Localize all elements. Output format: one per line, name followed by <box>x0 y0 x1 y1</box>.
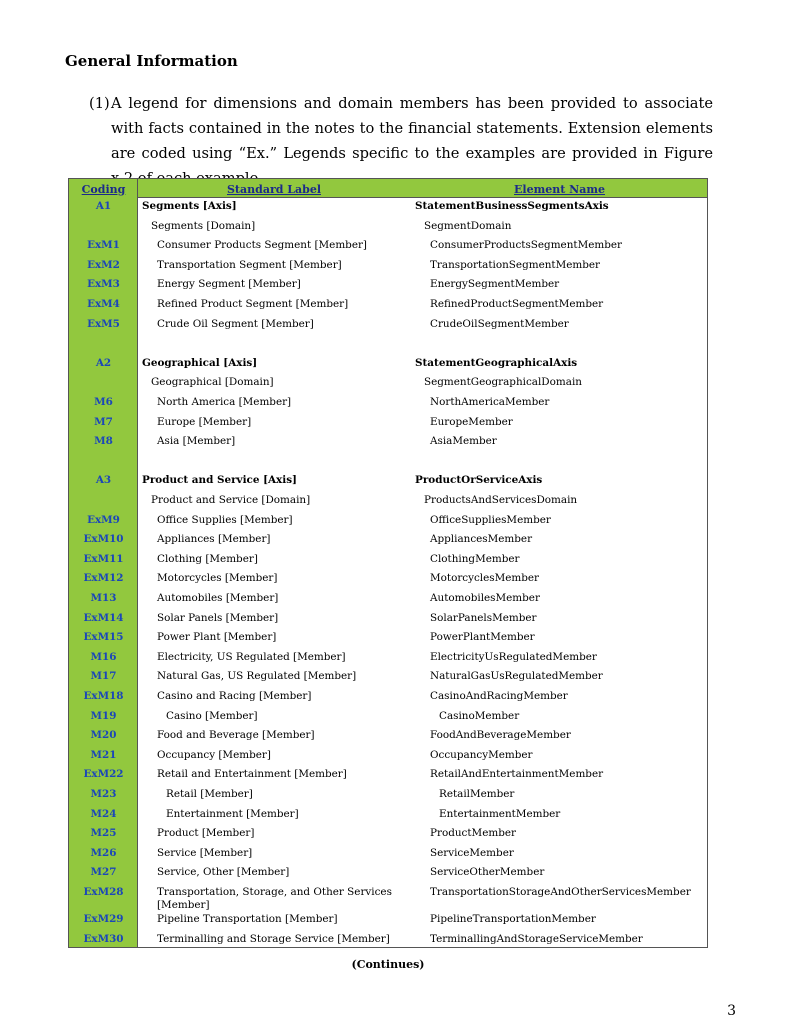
table-row <box>69 298 707 318</box>
row-element-name: SegmentDomain <box>424 219 512 232</box>
row-code: ExM15 <box>83 631 124 644</box>
table-row <box>69 749 707 769</box>
row-standard-label: Clothing [Member] <box>157 552 258 565</box>
row-code: ExM18 <box>83 690 124 702</box>
row-standard-label: Refined Product Segment [Member] <box>157 298 349 310</box>
legend-table <box>68 178 708 948</box>
table-row <box>69 710 707 730</box>
table-row <box>69 612 707 632</box>
table-row <box>69 259 707 279</box>
row-standard-label: Product [Member] <box>157 827 255 840</box>
row-element-name: ServiceMember <box>430 846 514 859</box>
table-row <box>69 474 707 494</box>
row-standard-label: Retail and Entertainment [Member] <box>157 768 347 781</box>
row-code: ExM2 <box>87 258 120 271</box>
row-standard-label: Consumer Products Segment [Member] <box>157 239 367 252</box>
table-row <box>69 651 707 671</box>
row-code: ExM28 <box>83 886 124 898</box>
row-element-name: StatementBusinessSegmentsAxis <box>415 200 609 212</box>
row-element-name: NaturalGasUsRegulatedMember <box>430 670 603 683</box>
header-element-name: Element Name <box>514 183 605 196</box>
row-element-name: ConsumerProductsSegmentMember <box>430 239 622 252</box>
row-code: ExM22 <box>83 768 124 781</box>
row-standard-label: Transportation Segment [Member] <box>157 258 342 271</box>
table-row <box>69 913 707 933</box>
table-row <box>69 592 707 612</box>
table-row <box>69 690 707 710</box>
row-standard-label: Food and Beverage [Member] <box>157 729 315 742</box>
table-row <box>69 318 707 338</box>
table-row <box>69 220 707 240</box>
row-code: M25 <box>90 827 117 840</box>
row-standard-label: Transportation, Storage, and Other Services [Member] <box>157 886 392 911</box>
intro-paragraph <box>89 91 713 191</box>
table-row <box>69 337 707 357</box>
table-row <box>69 533 707 553</box>
table-row <box>69 631 707 651</box>
row-code: ExM29 <box>83 913 124 925</box>
row-code: ExM4 <box>87 298 120 310</box>
row-element-name: ProductMember <box>430 827 516 840</box>
row-element-name: PipelineTransportationMember <box>430 913 596 925</box>
row-code: M23 <box>90 788 117 800</box>
table-row <box>69 886 707 911</box>
table-row <box>69 788 707 808</box>
row-code: M6 <box>94 396 113 408</box>
table-row <box>69 866 707 886</box>
row-code: ExM11 <box>83 552 124 565</box>
row-element-name: OccupancyMember <box>430 748 533 761</box>
row-standard-label: Occupancy [Member] <box>157 748 271 761</box>
row-code: A3 <box>95 474 112 487</box>
row-element-name: ServiceOtherMember <box>430 866 545 879</box>
row-element-name: MotorcyclesMember <box>430 572 540 585</box>
table-row <box>69 670 707 690</box>
row-code: M13 <box>90 592 117 604</box>
row-element-name: SegmentGeographicalDomain <box>424 376 582 389</box>
row-code: ExM1 <box>87 239 120 252</box>
row-standard-label: Natural Gas, US Regulated [Member] <box>157 670 357 683</box>
table-row <box>69 455 707 475</box>
table-row <box>69 396 707 416</box>
row-code: ExM5 <box>87 317 120 330</box>
row-element-name: TerminallingAndStorageServiceMember <box>430 932 643 945</box>
table-row <box>69 847 707 867</box>
row-standard-label: Product and Service [Axis] <box>142 474 297 487</box>
row-element-name: ElectricityUsRegulatedMember <box>430 650 597 663</box>
row-standard-label: Europe [Member] <box>157 415 252 428</box>
section-heading: General Information <box>65 52 238 70</box>
row-element-name: EntertainmentMember <box>439 807 561 820</box>
row-code: ExM30 <box>83 932 124 945</box>
row-element-name: OfficeSuppliesMember <box>430 513 551 526</box>
row-code: M26 <box>90 846 117 859</box>
row-standard-label: Casino [Member] <box>166 709 258 722</box>
header-standard-label: Standard Label <box>226 183 321 196</box>
row-standard-label: Power Plant [Member] <box>157 631 277 644</box>
row-code: M20 <box>90 729 117 742</box>
table-row <box>69 376 707 396</box>
row-standard-label: Electricity, US Regulated [Member] <box>157 650 346 663</box>
row-code: M8 <box>94 435 113 448</box>
intro-text: A legend for dimensions and domain members has been provided to associate with facts contained in the notes to the financial statements. Extension elements are coded using “Ex.” Legends specific to the examples are provided in Figure <box>111 95 713 162</box>
row-standard-label: North America [Member] <box>157 396 292 408</box>
table-row <box>69 416 707 436</box>
row-element-name: AsiaMember <box>430 435 497 448</box>
row-element-name: SolarPanelsMember <box>430 611 537 624</box>
row-standard-label: Service [Member] <box>157 846 253 859</box>
row-code: ExM14 <box>83 611 124 624</box>
row-standard-label: Retail [Member] <box>166 788 253 800</box>
row-code: ExM3 <box>87 278 120 291</box>
row-standard-label: Appliances [Member] <box>157 533 271 546</box>
row-element-name: CasinoMember <box>439 709 520 722</box>
row-code: M16 <box>90 650 117 663</box>
row-standard-label: Solar Panels [Member] <box>157 611 279 624</box>
table-row <box>69 239 707 259</box>
table-row <box>69 572 707 592</box>
row-standard-label: Geographical [Axis] <box>142 356 258 369</box>
row-element-name: NorthAmericaMember <box>430 396 550 408</box>
row-element-name: PowerPlantMember <box>430 631 535 644</box>
row-element-name: TransportationSegmentMember <box>430 258 601 271</box>
row-code: M19 <box>90 709 117 722</box>
row-code: ExM9 <box>87 513 120 526</box>
row-standard-label: Crude Oil Segment [Member] <box>157 317 314 330</box>
row-code: M17 <box>90 670 117 683</box>
page-number: 3 <box>727 1003 736 1019</box>
table-row <box>69 729 707 749</box>
row-element-name: RetailMember <box>439 788 515 800</box>
row-code: M21 <box>90 748 117 761</box>
row-element-name: StatementGeographicalAxis <box>415 356 578 369</box>
row-code: M7 <box>94 415 113 428</box>
row-standard-label: Office Supplies [Member] <box>157 513 293 526</box>
row-standard-label: Segments [Domain] <box>151 219 256 232</box>
row-standard-label: Pipeline Transportation [Member] <box>157 913 338 925</box>
table-row <box>69 808 707 828</box>
row-code: ExM10 <box>83 533 124 546</box>
row-standard-label: Asia [Member] <box>157 435 236 448</box>
table-row <box>69 933 707 953</box>
continues-note: (Continues) <box>351 958 425 971</box>
table-row <box>69 553 707 573</box>
row-element-name: ProductsAndServicesDomain <box>424 494 578 506</box>
table-row <box>69 357 707 377</box>
row-standard-label: Geographical [Domain] <box>151 376 274 389</box>
table-row <box>69 278 707 298</box>
row-element-name: ProductOrServiceAxis <box>415 474 543 487</box>
row-element-name: TransportationStorageAndOtherServicesMember <box>430 886 691 898</box>
table-row <box>69 494 707 514</box>
row-element-name: ClothingMember <box>430 552 520 565</box>
row-element-name: AutomobilesMember <box>430 592 540 604</box>
table-row <box>69 768 707 788</box>
table-row <box>69 514 707 534</box>
row-element-name: RefinedProductSegmentMember <box>430 298 604 310</box>
row-code: M24 <box>90 807 117 820</box>
row-element-name: RetailAndEntertainmentMember <box>430 768 604 781</box>
header-coding: Coding <box>81 183 126 196</box>
list-number: (1) <box>89 95 110 112</box>
row-element-name: EnergySegmentMember <box>430 278 560 291</box>
table-row <box>69 200 707 220</box>
row-code: A2 <box>95 356 112 369</box>
row-standard-label: Automobiles [Member] <box>157 592 279 604</box>
table-row <box>69 435 707 455</box>
row-standard-label: Terminalling and Storage Service [Member] <box>157 932 390 945</box>
row-standard-label: Service, Other [Member] <box>157 866 290 879</box>
row-standard-label: Casino and Racing [Member] <box>157 690 312 702</box>
row-standard-label: Energy Segment [Member] <box>157 278 301 291</box>
table-row <box>69 827 707 847</box>
row-element-name: AppliancesMember <box>430 533 533 546</box>
row-element-name: CasinoAndRacingMember <box>430 690 568 702</box>
row-standard-label: Motorcycles [Member] <box>157 572 278 585</box>
row-element-name: EuropeMember <box>430 415 513 428</box>
row-element-name: FoodAndBeverageMember <box>430 729 571 742</box>
row-code: M27 <box>90 866 117 879</box>
row-standard-label: Segments [Axis] <box>142 200 237 212</box>
row-code: ExM12 <box>83 572 124 585</box>
row-code: A1 <box>95 200 112 212</box>
row-element-name: CrudeOilSegmentMember <box>430 317 569 330</box>
row-standard-label: Product and Service [Domain] <box>151 494 311 506</box>
row-standard-label: Entertainment [Member] <box>166 807 299 820</box>
